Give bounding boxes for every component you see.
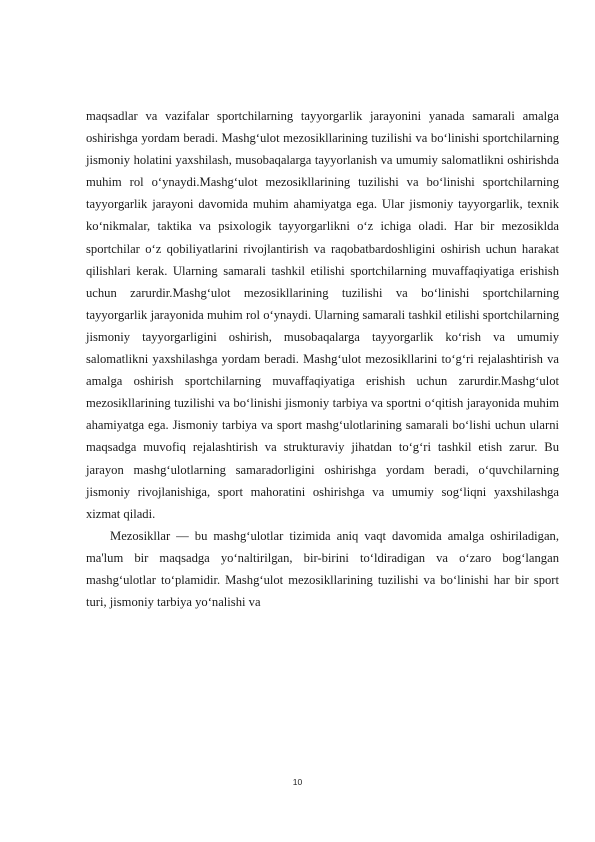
page-number: 10	[292, 777, 303, 787]
paragraph-mezosikllar: Mezosikllar — bu mashg‘ulotlar tizimida aniq vaqt davomida amalga oshiriladigan, ma'lum bir maqsadga yo‘naltirilgan, bir-birini to‘ldiradigan va o‘zaro bog‘langan mashg‘ulotlar to‘plamidir. Mashg‘ulot mezosikllarining tuzilishi va bo‘linishi har bir sport turi, jismoniy tarbiya yo‘nalishi va	[86, 528, 559, 610]
paragraph-continuation: maqsadlar va vazifalar sportchilarning tayyorgarlik jarayonini yanada samarali amalga oshirishga yordam beradi. Mashg‘ulot mezosikllarining tuzilishi va bo‘linishi sportchilarning jismoniy holatini yaxshilash, musobaqalarga tayyorlanish va umumiy salomatlikni oshirishda muhim rol o‘ynaydi.Mashg‘ulot mezosikllarining tuzilishi va bo‘linishi sportchilarning tayyorgarlik jarayoni davomida muhim ahamiyatga ega. Ular jismoniy tayyorgarlik, texnik ko‘nikmalar, taktika va psixologik tayyorgarlikni o‘z ichiga oladi. Har bir mezosiklda sportchilar o‘z qobiliyatlarini rivojlantirish va raqobatbardoshligini oshirish uchun harakat qilishlari kerak. Ularning samarali tashkil etilishi sportchilarning muvaffaqiyatiga erishish uchun zarurdir.Mashg‘ulot mezosikllarining tuzilishi va bo‘linishi sportchilarning tayyorgarlik jarayonida muhim rol o‘ynaydi. Ularning samarali tashkil etilishi sportchilarning jismoniy tayyorgarligini oshirish, musobaqalarga tayyorgarlik ko‘rish va umumiy salomatlikni yaxshilashga yordam beradi. Mashg‘ulot mezosikllarini to‘g‘ri rejalashtirish va amalga oshirish sportchilarning muvaffaqiyatiga erishish uchun zarurdir.Mashg‘ulot mezosikllarining tuzilishi va bo‘linishi jismoniy tarbiya va sportni o‘qitish jarayonida muhim ahamiyatga ega. Jismoniy tarbiya va sport mashg‘ulotlarining samarali bo‘lishi uchun ularni maqsadga muvofiq rejalashtirish va strukturaviy jihatdan to‘g‘ri tashkil etish zarur. Bu jarayon mashg‘ulotlarning samaradorligini oshirishga yordam beradi, o‘quvchilarning jismoniy rivojlanishiga, sport mahoratini oshirishga va umumiy sog‘liqni yaxshilashga xizmat qiladi.	[86, 109, 559, 521]
body-text	[86, 105, 559, 613]
